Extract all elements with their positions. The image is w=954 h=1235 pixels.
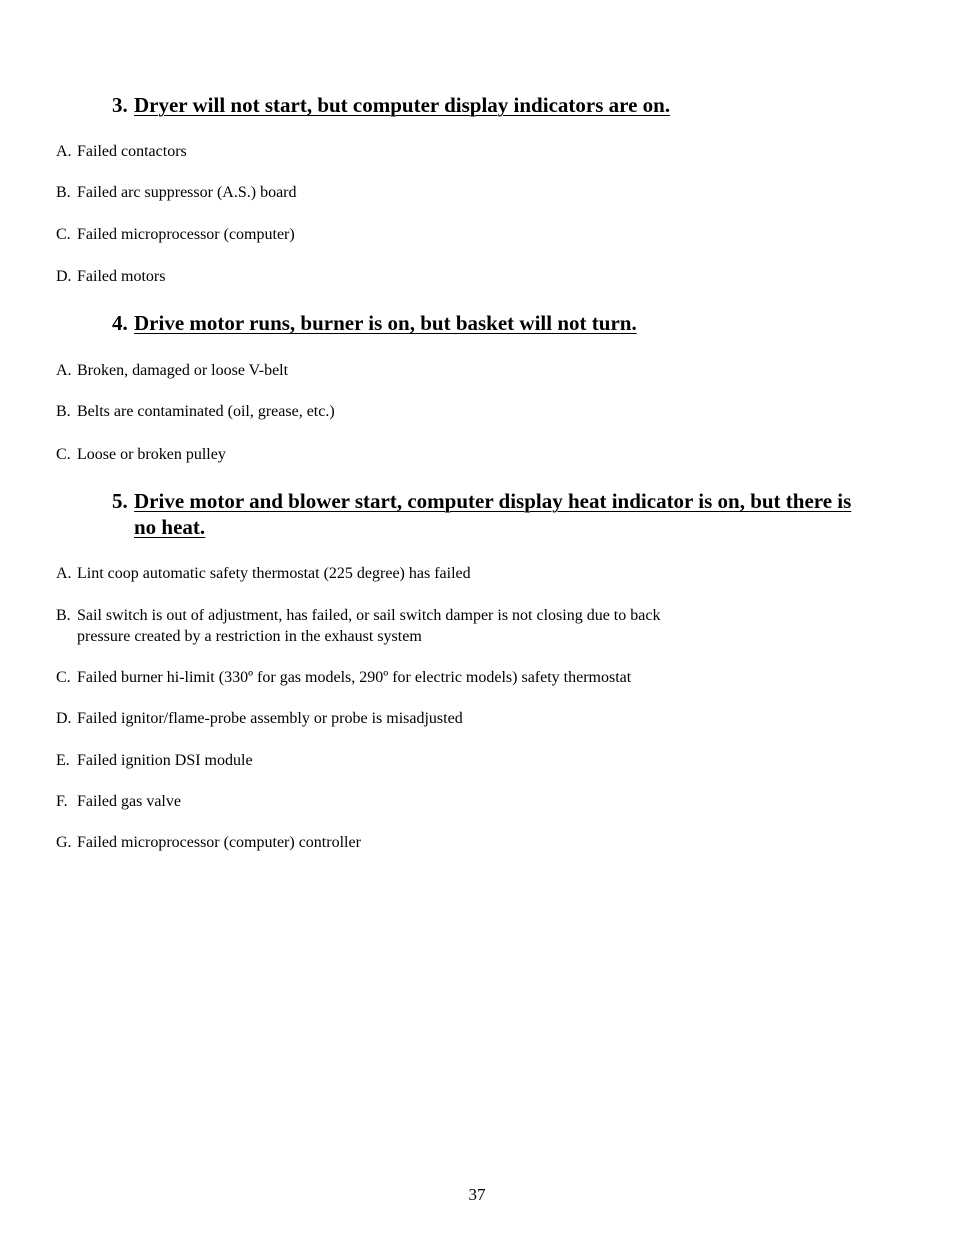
item-letter: E. bbox=[56, 752, 70, 769]
list-item bbox=[56, 563, 737, 584]
list-item bbox=[56, 360, 737, 381]
list-item bbox=[56, 708, 737, 729]
section-number: 4. bbox=[112, 311, 128, 335]
section-title: Drive motor and blower start, computer display heat indicator is on, but there is no heat. bbox=[134, 489, 852, 539]
list-item bbox=[56, 791, 737, 812]
section-title: Drive motor runs, burner is on, but basket will not turn. bbox=[134, 311, 637, 335]
item-text: Broken, damaged or loose V-belt bbox=[77, 362, 289, 379]
section-heading bbox=[112, 310, 872, 336]
item-letter: C. bbox=[56, 669, 71, 686]
item-text: Failed ignitor/flame-probe assembly or probe is misadjusted bbox=[77, 710, 463, 727]
item-letter: A. bbox=[56, 362, 72, 379]
page-number: 37 bbox=[468, 1185, 486, 1204]
item-text: Failed contactors bbox=[77, 143, 187, 160]
section-3 bbox=[112, 92, 872, 118]
item-letter: C. bbox=[56, 446, 71, 463]
list-item bbox=[56, 832, 737, 853]
item-text: Failed burner hi-limit (330º for gas models, 290º for electric models) safety thermostat bbox=[77, 669, 632, 686]
item-text: Belts are contaminated (oil, grease, etc.) bbox=[77, 403, 335, 420]
item-text: Failed arc suppressor (A.S.) board bbox=[77, 184, 297, 201]
item-letter: F. bbox=[56, 793, 68, 810]
item-letter: A. bbox=[56, 143, 72, 160]
section-heading bbox=[112, 92, 872, 118]
list-item bbox=[56, 750, 737, 771]
item-letter: D. bbox=[56, 268, 72, 285]
section-number: 3. bbox=[112, 93, 128, 117]
section-5 bbox=[112, 488, 872, 540]
item-letter: B. bbox=[56, 607, 71, 624]
section-4 bbox=[112, 310, 872, 336]
section-heading bbox=[112, 488, 872, 540]
item-text: Failed microprocessor (computer) bbox=[77, 226, 295, 243]
item-text: Sail switch is out of adjustment, has failed, or sail switch damper is not closing due to back pressure created by a restriction in the exhaust system bbox=[77, 607, 661, 645]
item-text: Failed gas valve bbox=[77, 793, 181, 810]
item-letter: C. bbox=[56, 226, 71, 243]
list-item bbox=[56, 182, 737, 203]
item-text: Failed ignition DSI module bbox=[77, 752, 253, 769]
list-item bbox=[56, 401, 737, 422]
section-number: 5. bbox=[112, 489, 128, 513]
list-item bbox=[56, 667, 737, 688]
list-item bbox=[56, 266, 737, 287]
item-letter: B. bbox=[56, 184, 71, 201]
item-text: Failed motors bbox=[77, 268, 166, 285]
list-item bbox=[56, 444, 737, 465]
item-letter: B. bbox=[56, 403, 71, 420]
item-text: Lint coop automatic safety thermostat (225 degree) has failed bbox=[77, 565, 471, 582]
item-letter: D. bbox=[56, 710, 72, 727]
item-letter: A. bbox=[56, 565, 72, 582]
list-item bbox=[56, 224, 737, 245]
item-letter: G. bbox=[56, 834, 72, 851]
item-text: Failed microprocessor (computer) controller bbox=[77, 834, 361, 851]
list-item bbox=[56, 141, 737, 162]
list-item bbox=[56, 605, 677, 647]
section-title: Dryer will not start, but computer display indicators are on. bbox=[134, 93, 671, 117]
item-text: Loose or broken pulley bbox=[77, 446, 226, 463]
